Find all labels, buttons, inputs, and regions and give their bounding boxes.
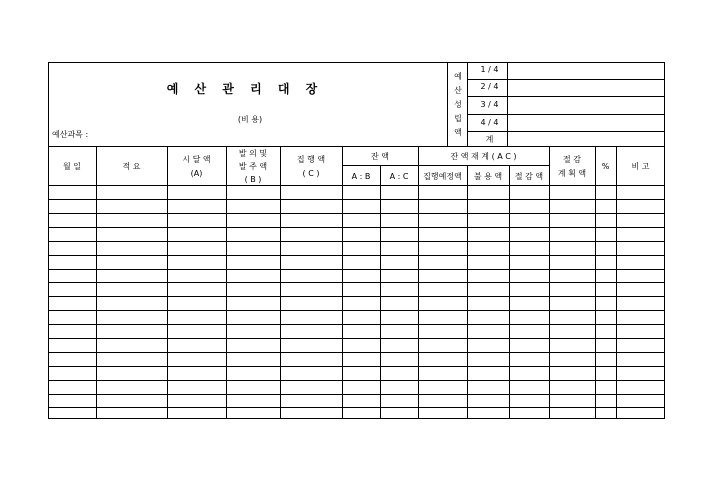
quarter-2-label: 2 / 4 <box>480 82 499 91</box>
table-row-line <box>48 199 665 200</box>
table-row-line <box>48 366 665 367</box>
header-block-divider <box>48 146 665 147</box>
quarter-3-label: 3 / 4 <box>480 100 499 109</box>
form-title: 예 산 관 리 대 장 <box>166 82 324 96</box>
header-balance: 잔 액 <box>371 152 389 161</box>
subheader-line <box>342 165 549 166</box>
header-balance-ac: A : C <box>389 172 409 181</box>
quarter-row-line <box>467 79 665 80</box>
budget-subject-label: 예산과목 : <box>52 130 89 139</box>
vertical-label-divider <box>467 62 468 146</box>
header-saving: 절 감 액 <box>514 172 544 181</box>
header-executed: 집 행 액 <box>296 155 326 164</box>
table-row-line <box>48 380 665 381</box>
quarter-label-divider <box>507 62 508 146</box>
budget-established-label: 예산성립액 <box>454 72 462 137</box>
header-resolution-code: ( B ) <box>244 175 262 184</box>
header-month-day: 월 일 <box>63 162 81 171</box>
header-summary: 적 요 <box>122 162 141 171</box>
header-saving-plan-amount: 계 획 액 <box>557 169 587 178</box>
header-balance-ab: A : B <box>351 172 371 181</box>
table-row-line <box>48 394 665 395</box>
header-allocated: 시 달 액 <box>182 155 211 164</box>
quarter-row-line <box>467 114 665 115</box>
table-row-line <box>48 255 665 256</box>
table-row-line <box>48 310 665 311</box>
header-remarks: 비 고 <box>631 162 650 171</box>
quarter-total-label: 계 <box>485 135 494 144</box>
table-row-line <box>48 352 665 353</box>
header-saving-plan: 절 감 <box>563 155 581 164</box>
table-row-line <box>48 269 665 270</box>
header-unneeded: 불 용 액 <box>473 172 503 181</box>
title-block-divider <box>447 62 448 146</box>
column-header-bottom <box>48 185 665 186</box>
table-row-line <box>48 227 665 228</box>
table-row-line <box>48 296 665 297</box>
header-balance-detail: 잔 액 재 계 ( A C ) <box>450 152 517 161</box>
header-order-amount: 발 주 액 <box>238 162 268 171</box>
table-row-line <box>48 324 665 325</box>
quarter-row-line <box>467 131 665 132</box>
header-executed-code: ( C ) <box>302 169 320 178</box>
header-percent: % <box>601 162 610 171</box>
form-subtitle: (비 용) <box>237 115 263 124</box>
table-row-line <box>48 241 665 242</box>
table-row-line <box>48 338 665 339</box>
header-resolution: 발 의 및 <box>238 149 268 158</box>
quarter-row-line <box>467 96 665 97</box>
quarter-1-label: 1 / 4 <box>480 65 499 74</box>
quarter-4-label: 4 / 4 <box>480 118 499 127</box>
table-row-line <box>48 282 665 283</box>
table-row-line <box>48 407 665 408</box>
header-allocated-code: (A) <box>190 169 203 178</box>
table-row-line <box>48 213 665 214</box>
header-exec-plan: 집행예정액 <box>423 172 462 181</box>
